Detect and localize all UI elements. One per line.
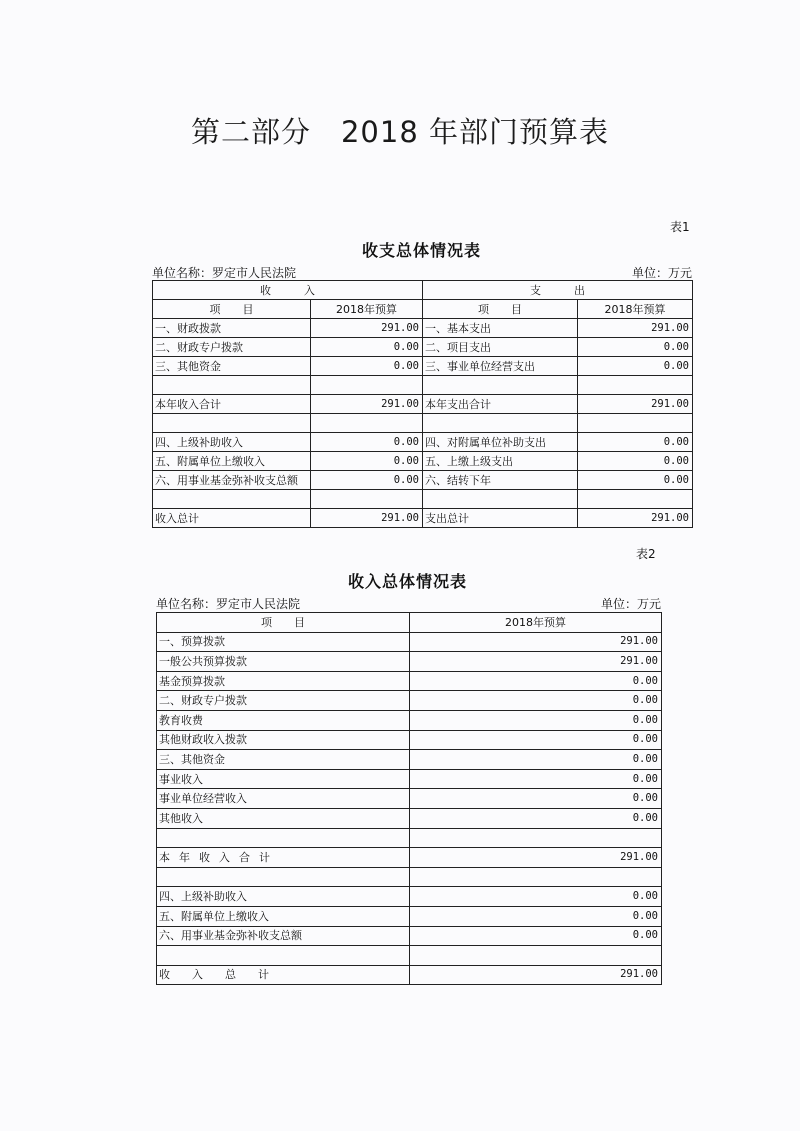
income-value: 0.00 xyxy=(311,433,423,452)
income-value: 291.00 xyxy=(311,319,423,338)
expense-item: 二、项目支出 xyxy=(423,338,578,357)
income-value xyxy=(311,376,423,395)
table2-item-header: 项 目 xyxy=(157,613,410,633)
expense-value: 0.00 xyxy=(578,357,693,376)
table2-item xyxy=(157,828,410,848)
table1-row xyxy=(153,376,693,395)
table2-row xyxy=(157,828,662,848)
table2-value xyxy=(410,867,662,887)
table2-value: 291.00 xyxy=(410,848,662,868)
table2-row xyxy=(157,887,662,907)
table2-item: 二、财政专户拨款 xyxy=(157,691,410,711)
table1-row xyxy=(153,395,693,414)
table2-row xyxy=(157,730,662,750)
income-summary-table xyxy=(156,612,662,985)
table2-unit: 单位：万元 xyxy=(600,597,661,611)
expense-value: 0.00 xyxy=(578,433,693,452)
table2-row xyxy=(157,946,662,966)
table2-item: 事业收入 xyxy=(157,769,410,789)
table2-value xyxy=(410,946,662,966)
table2-value: 0.00 xyxy=(410,710,662,730)
table1-row xyxy=(153,433,693,452)
table2-row xyxy=(157,652,662,672)
income-budget-header: 2018年预算 xyxy=(311,300,423,319)
table2-item: 收入总计 xyxy=(157,965,410,985)
income-item xyxy=(153,376,311,395)
table2-title: 收入总体情况表 xyxy=(347,572,467,591)
table2-item: 教育收费 xyxy=(157,710,410,730)
table2-number: 表2 xyxy=(636,547,656,561)
expense-item: 支出总计 xyxy=(423,509,578,528)
table2-unit-name: 单位名称：罗定市人民法院 xyxy=(156,597,301,611)
income-value: 0.00 xyxy=(311,357,423,376)
table2-row xyxy=(157,632,662,652)
expense-value: 291.00 xyxy=(578,509,693,528)
expense-group-header: 支 出 xyxy=(423,281,693,300)
income-value: 0.00 xyxy=(311,471,423,490)
income-value: 0.00 xyxy=(311,452,423,471)
table1-unit-row xyxy=(152,264,692,281)
table2-row xyxy=(157,789,662,809)
income-group-header: 收 入 xyxy=(153,281,423,300)
table2-item: 一般公共预算拨款 xyxy=(157,652,410,672)
income-item: 六、用事业基金弥补收支总额 xyxy=(153,471,311,490)
table2-item: 四、上级补助收入 xyxy=(157,887,410,907)
income-value xyxy=(311,414,423,433)
table2-value: 0.00 xyxy=(410,730,662,750)
table1-title: 收支总体情况表 xyxy=(361,241,481,260)
income-item: 本年收入合计 xyxy=(153,395,311,414)
table2-item: 本年收入合计 xyxy=(157,848,410,868)
table1-row xyxy=(153,471,693,490)
table2-value: 0.00 xyxy=(410,691,662,711)
table2-item: 五、附属单位上缴收入 xyxy=(157,906,410,926)
expense-item: 四、对附属单位补助支出 xyxy=(423,433,578,452)
table1-row xyxy=(153,357,693,376)
income-item: 四、上级补助收入 xyxy=(153,433,311,452)
income-value: 291.00 xyxy=(311,509,423,528)
expense-budget-header: 2018年预算 xyxy=(578,300,693,319)
table2-row xyxy=(157,769,662,789)
expense-value: 0.00 xyxy=(578,471,693,490)
table2-value: 291.00 xyxy=(410,632,662,652)
table1-unit-name: 单位名称：罗定市人民法院 xyxy=(152,266,297,280)
table2-value: 291.00 xyxy=(410,965,662,985)
expense-item xyxy=(423,414,578,433)
expense-item-header: 项 目 xyxy=(423,300,578,319)
expense-value: 291.00 xyxy=(578,319,693,338)
table2-value: 0.00 xyxy=(410,926,662,946)
table2-column-header xyxy=(157,613,662,633)
expense-item xyxy=(423,490,578,509)
table1-row xyxy=(153,319,693,338)
table2-row xyxy=(157,691,662,711)
table1-row xyxy=(153,338,693,357)
table2-value: 0.00 xyxy=(410,808,662,828)
table2-value: 0.00 xyxy=(410,750,662,770)
expense-value xyxy=(578,490,693,509)
expense-value xyxy=(578,376,693,395)
income-item: 五、附属单位上缴收入 xyxy=(153,452,311,471)
expense-item xyxy=(423,376,578,395)
table2-value: 0.00 xyxy=(410,887,662,907)
table2-item: 六、用事业基金弥补收支总额 xyxy=(157,926,410,946)
table2-row xyxy=(157,965,662,985)
table2-value: 0.00 xyxy=(410,789,662,809)
income-item-header: 项 目 xyxy=(153,300,311,319)
table1-row xyxy=(153,414,693,433)
table2-value: 0.00 xyxy=(410,906,662,926)
table2-value: 0.00 xyxy=(410,671,662,691)
income-expense-table xyxy=(152,280,693,528)
income-item xyxy=(153,490,311,509)
expense-value: 0.00 xyxy=(578,338,693,357)
table1-row xyxy=(153,452,693,471)
table2-item: 事业单位经营收入 xyxy=(157,789,410,809)
table2-row xyxy=(157,906,662,926)
income-value xyxy=(311,490,423,509)
income-value: 291.00 xyxy=(311,395,423,414)
table2-row xyxy=(157,808,662,828)
expense-item: 一、基本支出 xyxy=(423,319,578,338)
table2-item: 其他财政收入拨款 xyxy=(157,730,410,750)
table2-item: 基金预算拨款 xyxy=(157,671,410,691)
income-item xyxy=(153,414,311,433)
page-title: 第二部分 2018 年部门预算表 xyxy=(190,115,610,149)
expense-value: 291.00 xyxy=(578,395,693,414)
table2-item: 其他收入 xyxy=(157,808,410,828)
table1-number: 表1 xyxy=(670,220,690,234)
table1-column-header xyxy=(153,300,693,319)
table2-value: 0.00 xyxy=(410,769,662,789)
income-value: 0.00 xyxy=(311,338,423,357)
table2-item xyxy=(157,946,410,966)
table2-row xyxy=(157,671,662,691)
expense-value: 0.00 xyxy=(578,452,693,471)
table2-item: 一、预算拨款 xyxy=(157,632,410,652)
table2-row xyxy=(157,867,662,887)
expense-item: 六、结转下年 xyxy=(423,471,578,490)
table1-row xyxy=(153,490,693,509)
expense-item: 三、事业单位经营支出 xyxy=(423,357,578,376)
income-item: 一、财政拨款 xyxy=(153,319,311,338)
income-item: 收入总计 xyxy=(153,509,311,528)
income-item: 二、财政专户拨款 xyxy=(153,338,311,357)
table2-item xyxy=(157,867,410,887)
table2-row xyxy=(157,750,662,770)
table2-value: 291.00 xyxy=(410,652,662,672)
expense-value xyxy=(578,414,693,433)
table2-item: 三、其他资金 xyxy=(157,750,410,770)
table2-row xyxy=(157,848,662,868)
table1-row xyxy=(153,509,693,528)
table1-unit: 单位：万元 xyxy=(631,266,692,280)
expense-item: 本年支出合计 xyxy=(423,395,578,414)
table2-unit-row xyxy=(156,595,661,612)
table2-budget-header: 2018年预算 xyxy=(410,613,662,633)
income-item: 三、其他资金 xyxy=(153,357,311,376)
table1-group-header xyxy=(153,281,693,300)
table2-row xyxy=(157,926,662,946)
table2-value xyxy=(410,828,662,848)
table2-row xyxy=(157,710,662,730)
expense-item: 五、上缴上级支出 xyxy=(423,452,578,471)
